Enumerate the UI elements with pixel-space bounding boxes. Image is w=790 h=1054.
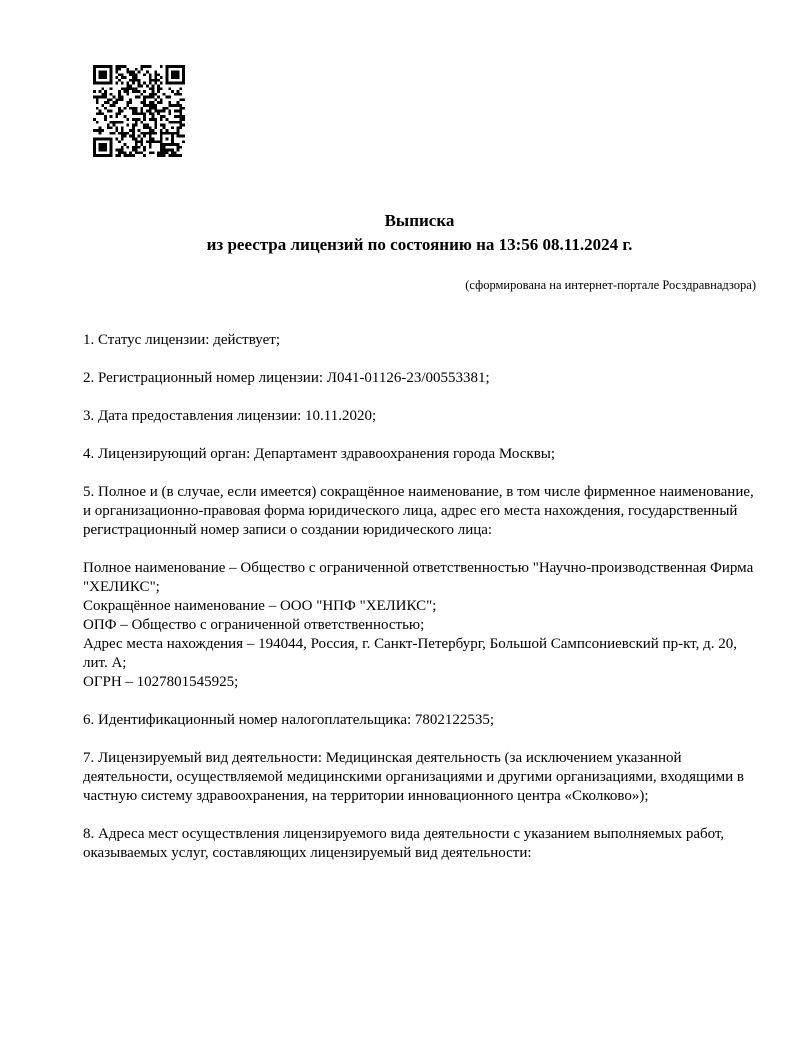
item-2-registration-number: 2. Регистрационный номер лицензии: Л041-01126-23/00553381; <box>83 370 490 386</box>
item-4-licensing-authority: 4. Лицензирующий орган: Департамент здравоохранения города Москвы; <box>83 446 556 462</box>
document-title <box>83 209 756 257</box>
item-5-organization-heading: 5. Полное и (в случае, если имеется) сокращённое наименование, в том числе фирменное наименование, и организационно-правовая форма юридического лица, адрес его места нахождения, государственный регистрационный номер записи о создании юридического лица: <box>83 484 754 538</box>
item-6-taxpayer-number: 6. Идентификационный номер налогоплательщика: 7802122535; <box>83 712 495 728</box>
qr-code-icon <box>93 65 185 157</box>
document-subtitle: (сформирована на интернет-портале Росздравнадзора) <box>465 278 756 292</box>
title-line-2: из реестра лицензий по состоянию на 13:56 08.11.2024 г. <box>206 235 633 254</box>
qr-code-image <box>93 65 185 157</box>
document-body <box>83 331 756 882</box>
org-full-name: Полное наименование – Общество с ограниченной ответственностью "Научно-производственная Фирма "ХЕЛИКС"; <box>83 560 754 595</box>
item-8-activity-addresses: 8. Адреса мест осуществления лицензируемого вида деятельности с указанием выполняемых работ, оказываемых услуг, составляющих лицензируемый вид деятельности: <box>83 826 725 861</box>
item-3-grant-date: 3. Дата предоставления лицензии: 10.11.2020; <box>83 408 377 424</box>
organization-details <box>83 559 756 692</box>
org-legal-form: ОПФ – Общество с ограниченной ответственностью; <box>83 617 425 633</box>
org-short-name: Сокращённое наименование – ООО "НПФ "ХЕЛИКС"; <box>83 598 437 614</box>
item-1-license-status: 1. Статус лицензии: действует; <box>83 332 280 348</box>
org-address: Адрес места нахождения – 194044, Россия, г. Санкт-Петербург, Большой Сампсониевский пр-кт, д. 20, лит. А; <box>83 636 737 671</box>
item-7-licensed-activity: 7. Лицензируемый вид деятельности: Медицинская деятельность (за исключением указанной деятельности, осуществляемой медицинскими организациями и другими организациями, входящими в частную систему здравоохранения, на территории инновационного центра «Сколково»); <box>83 750 744 804</box>
org-ogrn: ОГРН – 1027801545925; <box>83 674 239 690</box>
title-line-1: Выписка <box>384 211 455 230</box>
